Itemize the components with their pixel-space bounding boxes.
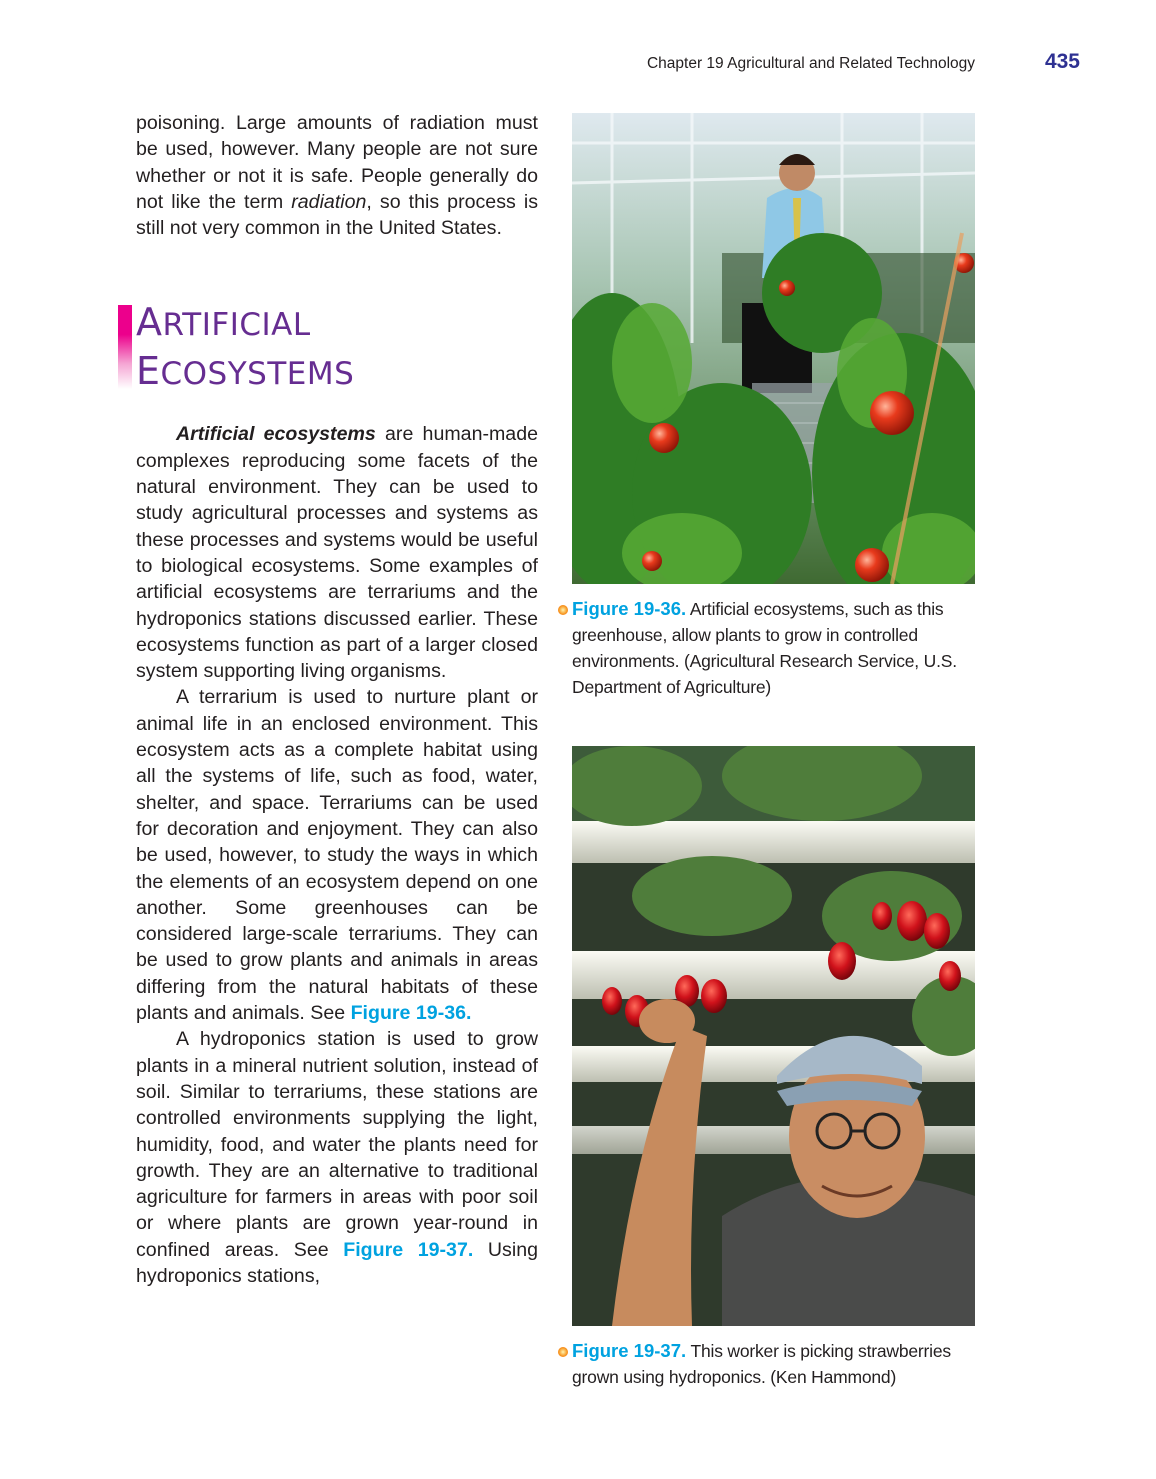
greenhouse-photo	[572, 113, 975, 584]
heading-initial-1: A	[136, 300, 163, 345]
figure-label: Figure 19-37.	[572, 1340, 687, 1361]
key-term: Artificial ecosystems	[176, 423, 376, 446]
section-title	[136, 299, 538, 397]
paragraph-artificial-ecosystems	[136, 421, 538, 684]
paragraph-terrarium	[136, 684, 538, 1026]
intro-text-end: , so this process is still not very common in the United States.	[136, 190, 538, 240]
main-text-column	[136, 110, 538, 1289]
paragraph-text-end: Using hydroponics stations,	[136, 1238, 539, 1287]
figure-caption-text: Artificial ecosystems, such as this greenhouse, allow plants to grow in controlled environments. (Agricultural Research Service, U.S. Department of Agriculture)	[572, 599, 957, 697]
intro-italic-term: radiation	[291, 190, 367, 213]
heading-accent-bar	[118, 305, 132, 389]
chapter-title: Chapter 19 Agricultural and Related Technology	[646, 55, 975, 72]
heading-initial-2: E	[136, 349, 161, 394]
paragraph-text: A hydroponics station is used to grow plants in a mineral nutrient solution, instead of soil. Similar to terrariums, these stations are controlled environments supplying the light, humidity, food, and water the plants need for growth. They are an alternative to traditional agriculture for farmers in areas with poor soil or where plants are grown year-round in confined areas. See	[136, 1028, 538, 1261]
figure-19-37-caption	[572, 1338, 972, 1390]
intro-text: poisoning. Large amounts of radiation must be used, however. Many people are not sure whether or not it is safe. People generally do not like the term	[136, 112, 538, 213]
page-number: 435	[1044, 50, 1080, 73]
figure-caption-text: This worker is picking strawberries grown using hydroponics. (Ken Hammond)	[572, 1341, 951, 1387]
figure-19-36-caption	[572, 596, 972, 700]
paragraph-text: are human-made complexes reproducing some facets of the natural environment. They can be used to study agricultural processes and systems as these processes and systems would be useful to biological ecosystems. Some examples of artificial ecosystems are terrariums and the hydroponics stations discussed earlier. These ecosystems function as part of a larger closed system supporting living organisms.	[136, 423, 538, 683]
caption-bullet-icon	[558, 1347, 568, 1357]
paragraph-hydroponics	[136, 1026, 538, 1289]
paragraph-text: A terrarium is used to nurture plant or animal life in an enclosed environment. This ecosystem acts as a complete habitat using all the systems of life, such as food, water, shelter, and space. Terrariums can be used for decoration and enjoyment. They can also be used, however, to study the ways in which the elements of an ecosystem depend on one another. Some greenhouses can be considered large-scale terrariums. They can be used to grow plants and animals in areas differing from the natural habitats of these plants and animals. See	[136, 686, 538, 1025]
strawberry-photo	[572, 746, 975, 1326]
figure-reference-link[interactable]: Figure 19-36.	[350, 1002, 472, 1025]
heading-rest-2: COSYSTEMS	[160, 356, 355, 393]
figure-label: Figure 19-36.	[572, 598, 687, 619]
heading-rest-1: RTIFICIAL	[162, 307, 311, 344]
figure-reference-link[interactable]: Figure 19-37.	[343, 1238, 474, 1261]
caption-bullet-icon	[558, 605, 568, 615]
section-heading	[136, 299, 538, 399]
intro-paragraph	[136, 110, 538, 241]
